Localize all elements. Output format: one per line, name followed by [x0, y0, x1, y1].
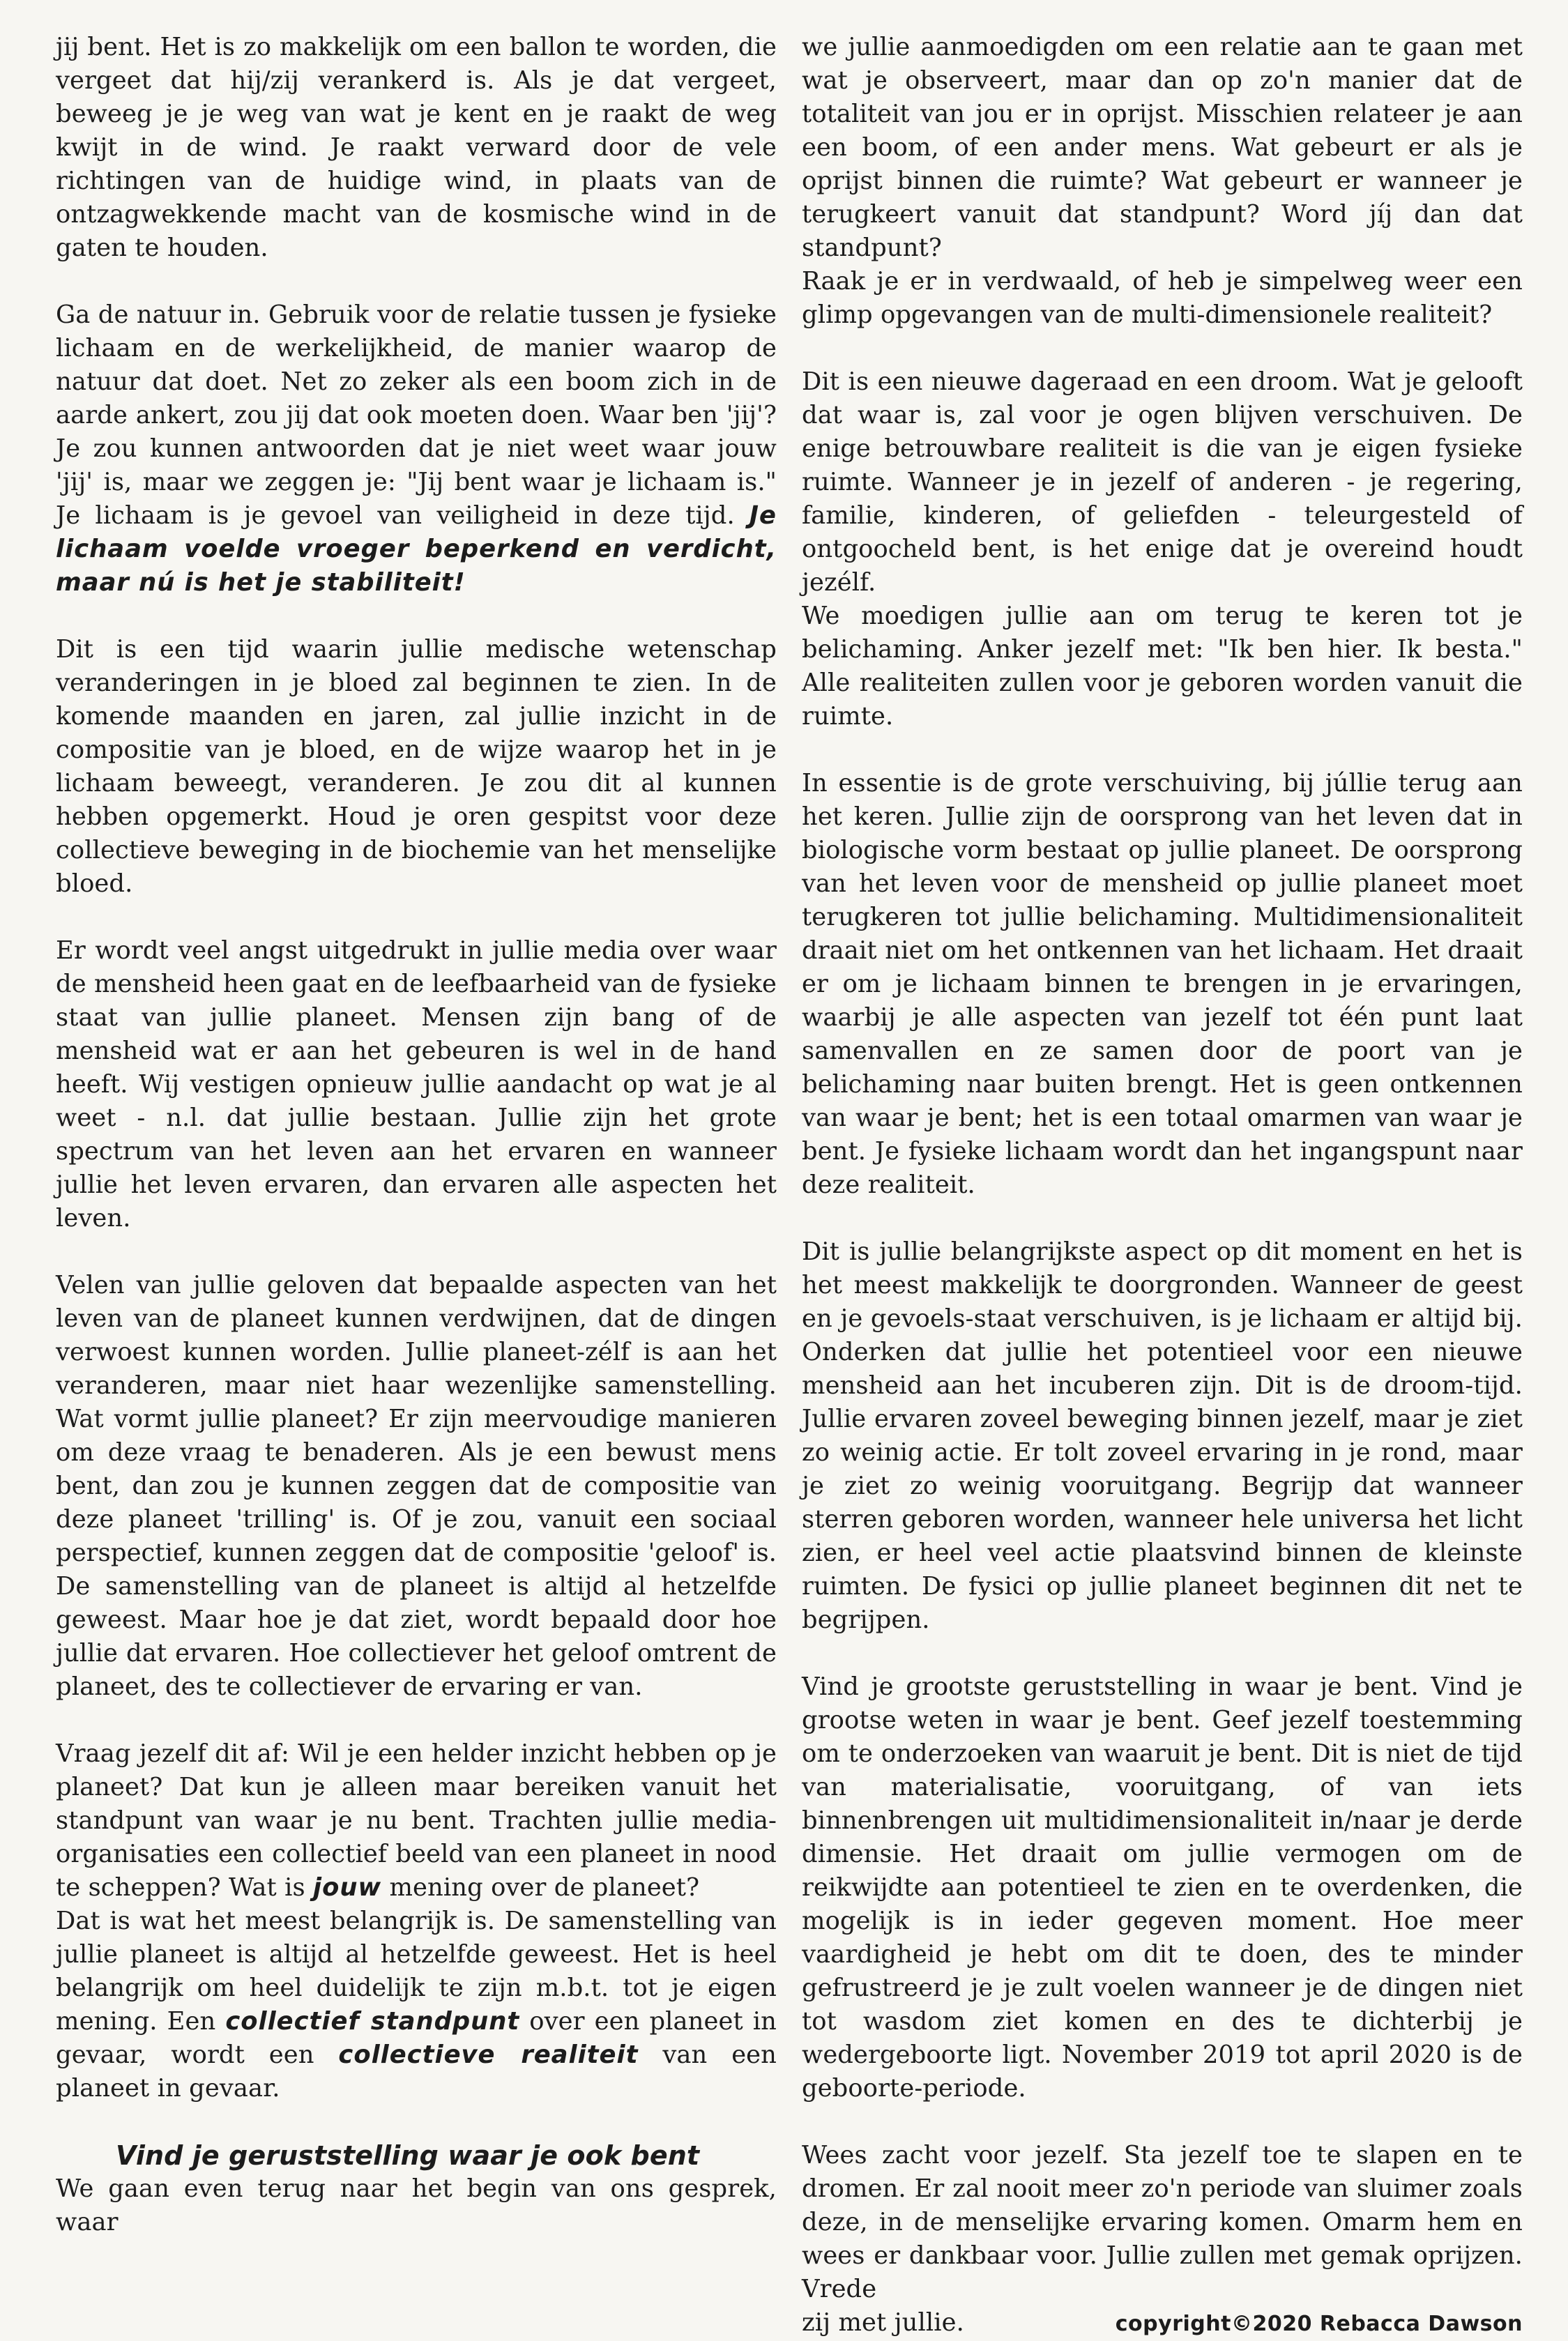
paragraph: Er wordt veel angst uitgedrukt in jullie media over waar de mensheid heen gaat en de leefbaarheid van de fysieke staat van jullie planeet. Mensen zijn bang of de mensheid wat er aan het gebeuren is wel in de hand heeft. Wij vestigen opnieuw jullie aandacht op wat je al weet - n.l. dat jullie bestaan. Jullie zijn het grote spectrum van het leven aan het ervaren en wanneer jullie het leven ervaren, dan ervaren alle aspecten het leven. — [56, 936, 777, 1233]
paragraph-text: mening over de planeet? — [381, 1873, 700, 1902]
copyright-notice: copyright©2020 Rebacca Dawson — [1115, 2312, 1523, 2336]
emphasis-text: collectieve realiteit — [338, 2041, 639, 2069]
emphasis-text: Je lichaam voelde vroeger beperkend en verdicht, maar nú is het je stabiliteit! — [56, 501, 777, 597]
right-column — [802, 31, 1523, 2341]
closing-line — [802, 2306, 1523, 2341]
paragraph-text: Dat is wat het meest belangrijk is. De samenstelling van jullie planeet is altijd al hetzelfde geweest. Het is heel belangrijk om heel duidelijk te zijn m.b.t. tot je eigen mening. Een — [56, 1907, 777, 2036]
paragraph: Dit is een nieuwe dageraad en een droom. Wat je gelooft dat waar is, zal voor je ogen blijven verschuiven. De enige betrouwbare realiteit is die van je eigen fysieke ruimte. Wanneer je in jezelf of anderen - je regering, familie, kinderen, of geliefden - teleurgesteld of ontgoocheld bent, is het enige dat je overeind houdt jezélf. — [802, 367, 1523, 597]
emphasis-text: collectief standpunt — [225, 2007, 520, 2036]
section-heading: Vind je geruststelling waar je ook bent — [116, 2140, 700, 2171]
paragraph-text: van een planeet in gevaar. — [56, 2041, 777, 2103]
paragraph: Velen van jullie geloven dat bepaalde aspecten van het leven van de planeet kunnen verdwijnen, dat de dingen verwoest kunnen worden. Jullie planeet-zélf is aan het veranderen, maar niet haar wezenlijke samenstelling. Wat vormt jullie planeet? Er zijn meervoudige manieren om deze vraag te benaderen. Als je een bewust mens bent, dan zou je kunnen zeggen dat de compositie van deze planeet 'trilling' is. Of je zou, vanuit een sociaal perspectief, kunnen zeggen dat de compositie 'geloof' is. De samenstelling van de planeet is altijd al hetzelfde geweest. Maar hoe je dat ziet, wordt bepaald door hoe jullie dat ervaren. Hoe collectiever het geloof omtrent de planeet, des te collectiever de ervaring er van. — [56, 1271, 777, 1701]
paragraph: We gaan even terug naar het begin van ons gesprek, waar — [56, 2174, 777, 2236]
left-column — [56, 31, 777, 2239]
paragraph: Vind je grootste geruststelling in waar je bent. Vind je grootse weten in waar je bent. Geef jezelf toestemming om te onderzoeken van waaruit je bent. Dit is niet de tijd van materialisatie, vooruitgang, of van iets binnenbrengen uit multidimensionaliteit in/naar je derde dimensie. Het draait om jullie vermogen om de reikwijdte aan potentieel te zien en te overdenken, die mogelijk is in ieder gegeven moment. Hoe meer vaardigheid je hebt om dit te doen, des te minder gefrustreerd je je zult voelen wanneer je de dingen niet tot wasdom ziet komen en des te dichterbij je wedergeboorte ligt. November 2019 tot april 2020 is de geboorte-periode. — [802, 1672, 1523, 2103]
paragraph: In essentie is de grote verschuiving, bij júllie terug aan het keren. Jullie zijn de oorsprong van het leven dat in biologische vorm bestaat op jullie planeet. De oorsprong van het leven voor de mensheid op jullie planeet moet terugkeren tot jullie belichaming. Multidimensionaliteit draait niet om het ontkennen van het lichaam. Het draait er om je lichaam binnen te brengen in je ervaringen, waarbij je alle aspecten van jezelf tot één punt laat samenvallen en ze samen door de poort van je belichaming naar buiten brengt. Het is geen ontkennen van waar je bent; het is een totaal omarmen van waar je bent. Je fysieke lichaam wordt dan het ingangspunt naar deze realiteit. — [802, 769, 1523, 1199]
paragraph: Dit is jullie belangrijkste aspect op dit moment en het is het meest makkelijk te doorgronden. Wanneer de geest en je gevoels-staat verschuiven, is je lichaam er altijd bij. Onderken dat jullie het potentieel voor een nieuwe mensheid aan het incuberen zijn. Dit is de droom-tijd. Jullie ervaren zoveel beweging binnen jezelf, maar je ziet zo weinig actie. Er tolt zoveel ervaring in je rond, maar je ziet zo weinig vooruitgang. Begrijp dat wanneer sterren geboren worden, wanneer hele universa het licht zien, er heel veel actie plaatsvind binnen de kleinste ruimten. De fysici op jullie planeet beginnen dit net te begrijpen. — [802, 1237, 1523, 1634]
paragraph: Raak je er in verdwaald, of heb je simpelweg weer een glimp opgevangen van de multi-dimensionele realiteit? — [802, 267, 1523, 329]
paragraph: We moedigen jullie aan om terug te keren tot je belichaming. Anker jezelf met: "Ik ben hier. Ik besta." Alle realiteiten zullen voor je geboren worden vanuit die ruimte. — [802, 602, 1523, 731]
paragraph — [56, 1737, 777, 1905]
paragraph-text: over een planeet in gevaar, wordt een — [56, 2007, 777, 2069]
paragraph-text: Vraag jezelf dit af: Wil je een helder inzicht hebben op je planeet? Dat kun je alleen maar bereiken vanuit het standpunt van waar je nu bent. Trachten jullie media-organisaties een collectief beeld van een planeet in nood te scheppen? Wat is — [56, 1739, 777, 1902]
paragraph — [56, 1905, 777, 2105]
paragraph: Dit is een tijd waarin jullie medische wetenschap veranderingen in je bloed zal beginnen te zien. In de komende maanden en jaren, zal jullie inzicht in de compositie van je bloed, en de wijze waarop het in je lichaam beweegt, veranderen. Je zou dit al kunnen hebben opgemerkt. Houd je oren gespitst voor deze collectieve beweging in de biochemie van het menselijke bloed. — [56, 635, 777, 898]
paragraph — [56, 298, 777, 600]
paragraph: Wees zacht voor jezelf. Sta jezelf toe te slapen en te dromen. Er zal nooit meer zo'n periode van sluimer zoals deze, in de menselijke ervaring komen. Omarm hem en wees er dankbaar voor. Jullie zullen met gemak oprijzen. Vrede — [802, 2141, 1523, 2303]
paragraph-text: zij met jullie. — [802, 2308, 964, 2337]
emphasis-text: jouw — [313, 1873, 382, 1902]
paragraph-text: Ga de natuur in. Gebruik voor de relatie tussen je fysieke lichaam en de werkelijkheid, de manier waarop de natuur dat doet. Net zo zeker als een boom zich in de aarde ankert, zou jij dat ook moeten doen. Waar ben 'jij'? Je zou kunnen antwoorden dat je niet weet waar jouw 'jij' is, maar we zeggen je: "Jij bent waar je lichaam is." Je lichaam is je gevoel van veiligheid in deze tijd. — [56, 300, 777, 530]
paragraph: we jullie aanmoedigden om een relatie aan te gaan met wat je observeert, maar dan op zo'n manier dat de totaliteit van jou er in oprijst. Misschien relateer je aan een boom, of een ander mens. Wat gebeurt er als je oprijst binnen die ruimte? Wat gebeurt er wanneer je terugkeert vanuit dat standpunt? Word jíj dan dat standpunt? — [802, 33, 1523, 262]
paragraph: jij bent. Het is zo makkelijk om een ballon te worden, die vergeet dat hij/zij verankerd is. Als je dat vergeet, beweeg je je weg van wat je kent en je raakt de weg kwijt in de wind. Je raakt verward door de vele richtingen van de huidige wind, in plaats van de ontzagwekkende macht van de kosmische wind in de gaten te houden. — [56, 33, 777, 262]
